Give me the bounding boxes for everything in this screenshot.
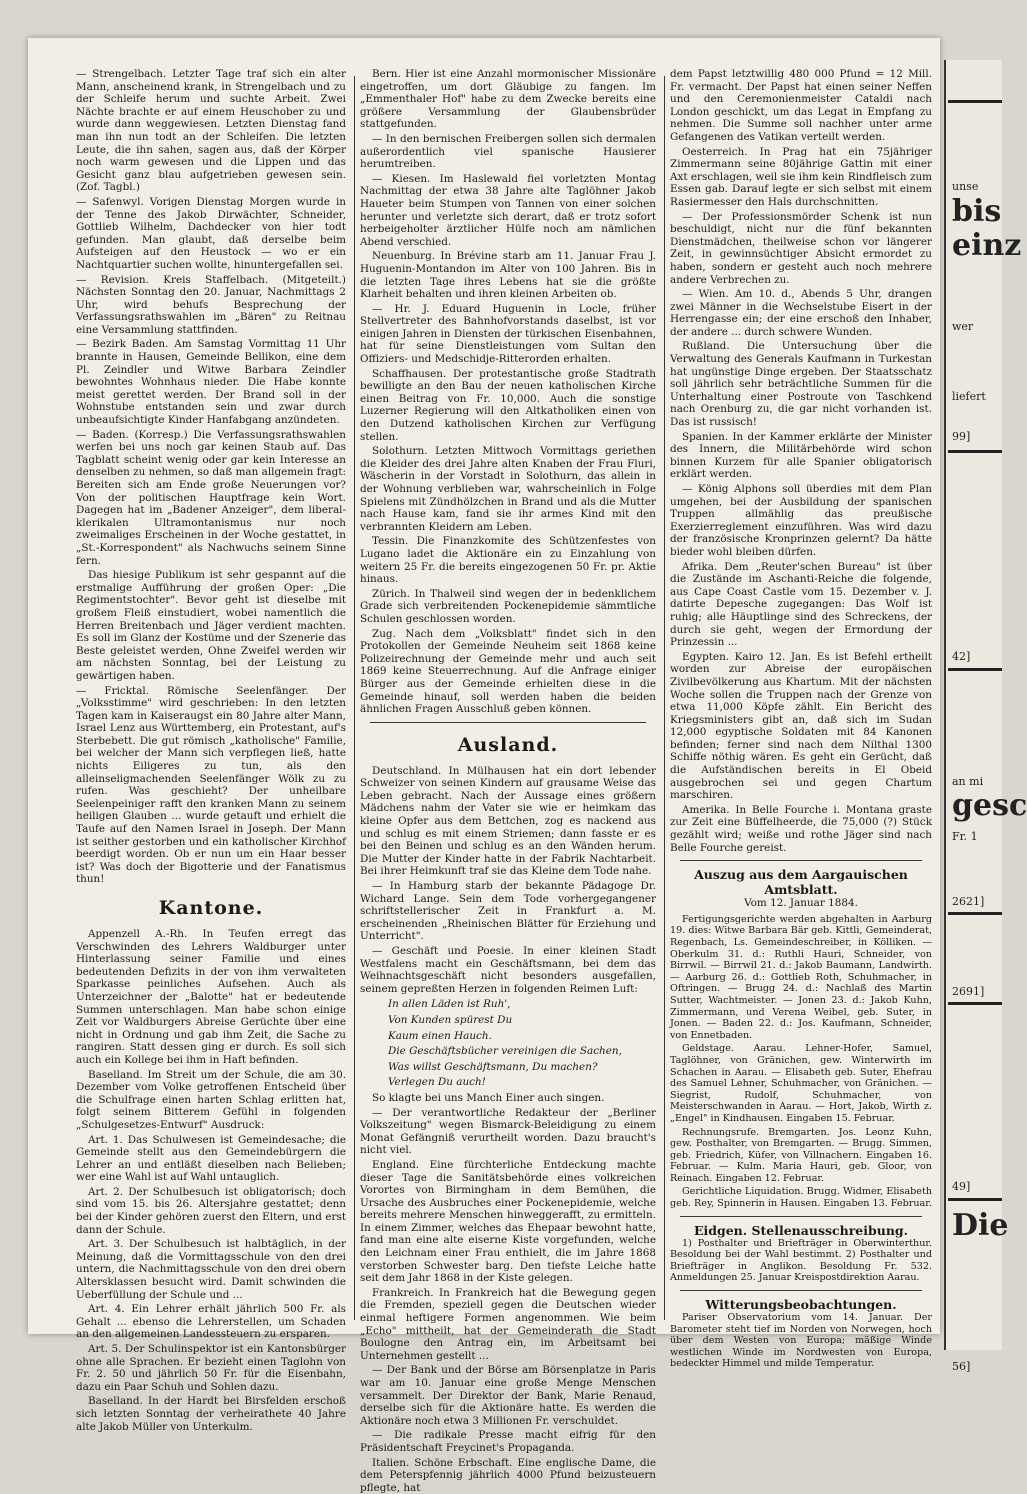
article: Appenzell A.-Rh. In Teufen erregt das Verschwinden des Lehrers Waldburger unter Hinterlassung seiner Familie und eines bedeutenden Defizits in der von ihm verwalteten Sparkasse peinliches Aufsehen. Auch als Unterzeichner der „Balotte" hat er bedeutende Summen unterschlagen. Man habe schon einige Zeit vor Waldburgers Abreise Gerüchte über eine nicht in Ordnung und gab ihm Zeit, die Sache zu rangiren. Statt dessen ging er durch. Es soll sich auch ein Kollege bei ihm in Haft befinden. bbox=[76, 928, 346, 1066]
article: Amerika. In Belle Fourche i. Montana graste zur Zeit eine Büffelheerde, die 75,000 (?) Stück gezählt wird; weiße und rothe Jäger sind nach Belle Fourche gereist. bbox=[670, 803, 932, 854]
newspaper-page bbox=[28, 38, 940, 1494]
rule bbox=[948, 1198, 1002, 1201]
article: Solothurn. Letzten Mittwoch Vormittags geriethen die Kleider des drei Jahre alten Knaben der Frau Fluri, Wäscherin in der Vorstadt in Solothurn, das allein in der Wohnung verblieben war, wahrscheinlich in Folge Spielens mit Zündhölzchen in Brand und als die Mutter nach Hause kam, fand sie ihr armes Kind mit den verbrannten Kleidern am Leben. bbox=[360, 445, 656, 533]
divider bbox=[370, 722, 646, 723]
section-heading-stellen: Eidgen. Stellenausschreibung. bbox=[693, 1222, 909, 1238]
article: — Hr. J. Eduard Huguenin in Locle, früher Stellvertreter des Bahnhofvorstands daselbst, ist vor einigen Jahren in Diensten der türkischen Eisenbahnen, hat für seine Dienstleistungen vom Sultan den Offiziers- und Medschidje-Ritterorden erhalten. bbox=[360, 302, 656, 366]
article: England. Eine fürchterliche Entdeckung machte dieser Tage die Sanitätsbehörde eines volkreichen Vorortes von Birmingham in dem Bemühen, die Ursache des Ausbruches einer Pockenepidemie, welche bereits mehrere Menschen hinweggerafft, zu ermitteln. In einem Zimmer, welches das Ehepaar bewohnt hatte, fand man eine alte eiserne Kiste vorgefunden, welche den Leichnam einer Frau enthielt, die im Jahre 1868 verstorben Schwester barg. Den tiefste Leiche hatte seit dem Jahr 1868 in der Kiste gelegen. bbox=[360, 1158, 656, 1285]
poem-line: Verlegen Du auch! bbox=[388, 1076, 486, 1089]
article: — Der Professionsmörder Schenk ist nun beschuldigt, nicht nur die fünf bekannten Dienstmädchen, theilweise schon vor längerer Zeit, in gewinnsüchtiger Absicht ermordet zu haben, sondern er gesteht auch noch mehrere andere Verbrechen zu. bbox=[670, 210, 932, 286]
article: — In Hamburg starb der bekannte Pädagoge Dr. Wichard Lange. Sein dem Tode vorhergegangener schriftstellerischer Zeit in Frankfurt a. M. erscheinenden „Rheinischen Blätter für Erziehung und Unterricht". bbox=[360, 880, 656, 943]
article: — Bezirk Baden. Am Samstag Vormittag 11 Uhr brannte in Hausen, Gemeinde Bellikon, eine dem Pl. Zeindler und Witwe Barbara Zeindler bewohntes Wohnhaus nieder. Die Habe konnte meist gerettet werden. Der Brand soll in der Wohnstube entstanden sein und zwar durch unbeaufsichtigte Kinder Hanfabgang anzündeten. bbox=[76, 338, 346, 427]
amtsblatt-date: Vom 12. Januar 1884. bbox=[744, 897, 858, 910]
article: — Der Bank und der Börse am Börsenplatze in Paris war am 10. Januar eine große Menge Menschen versammelt. Der Direktor der Bank, Marie Renaud, derselbe sich für die Aktionäre hatte. Es werden die Aktionäre noch etwa 3 Millionen Fr. verschuldet. bbox=[360, 1364, 656, 1427]
fragment: liefert bbox=[952, 390, 986, 403]
column-3 bbox=[670, 68, 932, 1370]
fragment: 2691] bbox=[952, 985, 985, 998]
article: dem Papst letztwillig 480 000 Pfund = 12 Mill. Fr. vermacht. Der Papst hat einen seiner Neffen und den Ceremonienmeister Cataldi nach London geschickt, um das Legat in Empfang zu nehmen. Die Summe soll nachher unter arme Gefangenen des Vatikan verteilt werden. bbox=[670, 68, 932, 143]
rule bbox=[948, 1002, 1002, 1005]
column-1 bbox=[76, 68, 346, 1433]
article: Baselland. In der Hardt bei Birsfelden erschoß sich letzten Sonntag der verheirathete 40 Jahre alte Jakob Müller von Unterkulm. bbox=[76, 1395, 346, 1433]
fragment: 99] bbox=[952, 430, 971, 443]
poem-line: Die Geschäftsbücher vereinigen die Sachen, bbox=[388, 1045, 622, 1058]
article: — Geschäft und Poesie. In einer kleinen Stadt Westfalens macht ein Geschäftsmann, bei dem das Weihnachtsgeschäft nicht besonders ausgefallen, seinem gepreßten Herzen in folgenden Reimen Luft: bbox=[360, 945, 656, 995]
column-2 bbox=[360, 68, 656, 1494]
rule bbox=[948, 450, 1002, 453]
article: Frankreich. In Frankreich hat die Bewegung gegen die Fremden, speziell gegen die Deutschen wieder einmal heftigere Formen angenommen. Wie beim „Echo" mittheilt, hat der Gemeinderath die Stadt Boulogne den Antrag ein, im Arbeitsamt bei Unternehmen gestellt ... bbox=[360, 1286, 656, 1362]
notice: Geldstage. Aarau. Lehner-Hofer, Samuel, Taglöhner, von Gränichen, gew. Winterwirth im Schachen in Aarau. — Elisabeth geb. Suter, Ehefrau des Samuel Lehner, Schuhmacher, von Gränichen. — Siegrist, Rudolf, Schuhmacher, von Meisterschwanden in Aarau. — Hort, Jakob, Wirth z. „Engel" in Kindhausen. Eingaben 15. Februar. bbox=[670, 1043, 932, 1124]
article: Spanien. In der Kammer erklärte der Minister des Innern, die Militärbehörde wird schon binnen Kurzem für alle Spanier obligatorisch erklärt werden. bbox=[670, 430, 932, 481]
article: — Safenwyl. Vorigen Dienstag Morgen wurde in der Tenne des Jakob Dirwächter, Schneider, Gottlieb Wilhelm, Dachdecker von hier todt gefunden. Man glaubt, daß derselbe beim Aufsteigen auf den Heustock — wo er ein Nachtquartier suchen wollte, hinuntergefallen sei. bbox=[76, 195, 346, 271]
poem-line: In allen Läden ist Ruh', bbox=[388, 998, 511, 1011]
article: Italien. Schöne Erbschaft. Eine englische Dame, die dem Peterspfennig jährlich 4000 Pfund beizusteuern pflegte, hat bbox=[360, 1456, 656, 1494]
article: — Wien. Am 10. d., Abends 5 Uhr, drangen zwei Männer in die Wechselstube Eisert in der Herrengasse ein; der eine erschoß den Inhaber, der andere ... durch schwere Wunden. bbox=[670, 288, 932, 338]
poem-line: Was willst Geschäftsmann, Du machen? bbox=[388, 1060, 598, 1073]
rule bbox=[948, 100, 1002, 103]
adjacent-page-edge bbox=[944, 60, 1027, 1373]
article: Art. 1. Das Schulwesen ist Gemeindesache; die Gemeinde stellt aus den Gemeindebürgern die Lehrer an und entläßt dieselben nach Belieben; wer eine Wahl ist auf Wahl untauglich. bbox=[76, 1133, 346, 1184]
article: Zug. Nach dem „Volksblatt" findet sich in den Protokollen der Gemeinde Neuheim seit 1868 keine Polizeirechnung der Gemeinde mehr und auch seit 1869 keine Steuerrechnung. Auf die Anfrage einiger Bürger aus der Gemeinde erhielten diese in die Gemeinde hinauf, soll werden haben die beiden ähnlichen Fragen Ausschluß geben können. bbox=[360, 627, 656, 716]
article: Art. 5. Der Schulinspektor ist ein Kantonsbürger ohne alle Sprachen. Er bezieht einen Taglohn von Fr. 2. 50 und jährlich 50 Fr. für die Eisenbahn, dazu ein Paar Schuh und Sohlen dazu. bbox=[76, 1343, 346, 1393]
column-rule bbox=[354, 76, 355, 1320]
notice: Gerichtliche Liquidation. Brugg. Widmer, Elisabeth geb. Rey, Spinnerin in Hausen. Eingaben 13. Februar. bbox=[670, 1186, 932, 1210]
article: Zürich. In Thalweil sind wegen der in bedenklichem Grade sich verbreitenden Pockenepidemie sämmtliche Schulen geschlossen worden. bbox=[360, 587, 656, 625]
section-heading-witterung: Witterungsbeobachtungen. bbox=[705, 1297, 897, 1313]
fragment: gesc bbox=[952, 788, 1027, 823]
article: — Die radikale Presse macht eifrig für den Präsidentschaft Freycinet's Propaganda. bbox=[360, 1429, 656, 1454]
article: Bern. Hier ist eine Anzahl mormonischer Missionäre eingetroffen, um dort Gläubige zu fangen. Im „Emmenthaler Hof" habe zu dem Zwecke bereits eine größere Versammlung der Glaubensbrüder stattgefunden. bbox=[360, 68, 656, 131]
section-heading-amtsblatt: Auszug aus dem Aargauischen Amtsblatt. bbox=[694, 867, 908, 898]
article: So klagte bei uns Manch Einer auch singen. bbox=[372, 1091, 605, 1104]
article: — Baden. (Korresp.) Die Verfassungsrathswahlen werfen bei uns noch gar keinen Staub auf. Das Tagblatt scheint wenig oder gar kein Interesse an denselben zu nehmen, so daß man allgemein fragt: Bereiten sich am Ende große Neuerungen vor? Von der politischen Hauptfrage kein Wort. Dagegen hat im „Badener Anzeiger", dem liberal-klerikalen Ultramontanismus nur noch zweimaliges Erscheinen in der Woche gestattet, in „St.-Korrespondent" als Nachwuchs seinem Sinne fern. bbox=[76, 428, 346, 567]
fragment: 49] bbox=[952, 1180, 971, 1193]
article: — Der verantwortliche Redakteur der „Berliner Volkszeitung" wegen Bismarck-Beleidigung zu einem Monat Gefängniß verurtheilt worden. Dazu braucht's nicht viel. bbox=[360, 1106, 656, 1157]
article: Art. 3. Der Schulbesuch ist halbtäglich, in der Meinung, daß die Vormittagsschule von den drei untern, die Nachmittagsschule von den drei obern Altersklassen besucht wird. Damit schwinden die Ueberfüllung der Schule und ... bbox=[76, 1238, 346, 1301]
article: Art. 4. Ein Lehrer erhält jährlich 500 Fr. als Gehalt ... ebenso die Lehrerstellen, um Schaden an den allgemeinen Landessteuern zu ersparen. bbox=[76, 1303, 346, 1341]
article: Rußland. Die Untersuchung über die Verwaltung des Generals Kaufmann in Turkestan hat ungünstige Dinge ergeben. Der Staatsschatz soll jährlich sehr beträchtliche Summen für die Unterhaltung einer Postroute von Taschkend nach Orenburg zu, die gar nicht vorhanden ist. Das ist russisch! bbox=[670, 340, 932, 429]
notice: Rechnungsrufe. Bremgarten. Jos. Leonz Kuhn, gew. Posthalter, von Bremgarten. — Brugg. Simmen, geb. Friedrich, Küfer, von Villnachern. Eingaben 16. Februar. — Kulm. Maria Hauri, geb. Gloor, von Reinach. Eingaben 12. Februar. bbox=[670, 1126, 932, 1184]
poem-line: Kaum einen Hauch. bbox=[388, 1029, 492, 1042]
article: Oesterreich. In Prag hat ein 75jähriger Zimmermann seine 80jährige Gattin mit einer Axt erschlagen, weil sie ihm kein Rindfleisch zum Essen gab. Darauf legte er sich selbst mit einem Rasiermesser den Hals durchschnitten. bbox=[670, 145, 932, 208]
poem-line: Von Kunden spürest Du bbox=[388, 1013, 513, 1026]
article: — Revision. Kreis Staffelbach. (Mitgeteilt.) Nächsten Sonntag den 20. Januar, Nachmittags 2 Uhr, wird behufs Besprechung der Verfassungsrathswahlen im „Bären" zu Reitnau eine Versammlung stattfinden. bbox=[76, 273, 346, 336]
article: — Fricktal. Römische Seelenfänger. Der „Volksstimme" wird geschrieben: In den letzten Tagen kam in Kaiseraugst ein 80 Jahre alter Mann, Israel Lenz aus Württemberg, ein Protestant, auf's Sterbebett. Die gut römisch „katholische" Familie, bei welcher der Mann sich verpflegen ließ, hatte nichts Eiligeres zu tun, als den alleinseligmachenden Seelenfänger Wölk zu zu rufen. Was geschieht? Der unheilbare Seelenpeiniger rafft den kranken Mann zu seinem heiligen Glauben ... wurde getauft und erhielt die Taufe auf den Namen Israel in Joseph. Der Mann ist seither gestorben und ein katholischer Kirchhof beerdigt worden. Ob er nun um ein Haar besser ist? Was doch der Bigotterie und der Fanatismus thun! bbox=[76, 684, 346, 886]
article: Afrika. Dem „Reuter'schen Bureau" ist über die Zustände im Aschanti-Reiche die folgende, aus Cape Coast Castle vom 15. Dezember v. J. datirte Depesche zugegangen: Das Wolf ist ruhig; alle Häuptlinge sind des Schreckens, der durch sie geht, wegen der Ermordung der Prinzessin ... bbox=[670, 560, 932, 649]
fragment: bis bbox=[952, 194, 1002, 229]
article: — Kiesen. Im Haslewald fiel vorletzten Montag Nachmittag der etwa 38 Jahre alte Taglöhner Jakob Haueter beim Stumpen von Tannen von einer solchen herunter und verletzte sich derart, daß er trotz sofort herbeigeholter ärztlicher Hülfe noch am nämlichen Abend verschied. bbox=[360, 172, 656, 248]
fragment: einz bbox=[952, 228, 1022, 263]
rule bbox=[948, 912, 1002, 915]
article: Schaffhausen. Der protestantische große Stadtrath bewilligte an den Bau der neuen katholischen Kirche einen Beitrag von Fr. 10,000. Auch die sonstige Luzerner Regierung will den Altkatholiken einen von den Dutzend katholischen Kirchen zur Verfügung stellen. bbox=[360, 367, 656, 443]
section-heading-kantone: Kantone. bbox=[158, 897, 264, 919]
article: Tessin. Die Finanzkomite des Schützenfestes von Lugano ladet die Aktionäre ein zu Einzahlung von weitern 25 Fr. die bereits eingezogenen 50 Fr. pr. Aktie hinaus. bbox=[360, 535, 656, 586]
fragment: wer bbox=[952, 320, 974, 333]
article: — König Alphons soll überdies mit dem Plan umgehen, bei der Ausbildung der spanischen Truppen allmählig das preußische Exerzierreglement einzuführen. Was wird dazu der französische Kronprinzen gelernt? Da hätte bieder wohl bleiben dürfen. bbox=[670, 483, 932, 558]
fragment: Die bbox=[952, 1208, 1009, 1243]
article: Deutschland. In Mülhausen hat ein dort lebender Schweizer von seinen Kindern auf grausame Weise das Leben gebracht. Nach der Aussage eines größern Mädchens nahm der Vater sie wie er heimkam das kleine Opfer aus dem Bettchen, zog es nackend aus und schlug es mit einem Striemen; dann fasste er es bei den Beinen und schlug es an den Wänden herum. Die Mutter der Kinder hatte in der Fabrik Nachtarbeit. Bei ihrer Heimkunft traf sie das Kleine dem Tode nahe. bbox=[360, 764, 656, 878]
column-rule bbox=[664, 76, 665, 1320]
fragment: unse bbox=[952, 180, 979, 193]
notice: Fertigungsgerichte werden abgehalten in Aarburg 19. dies: Witwe Barbara Bär geb. Kittli, Gemeinderat, Regenbach, Ls. Gemeindeschreiber, in Kölliken. — Oberkulm 31. d.: Ruthli Hauri, Schneider, von Birrwil. — Birrwil 21. d.: Jakob Baumann, Landwirth. — Aarburg 26. d.: Gottlieb Roth, Schuhmacher, in Oftringen. — Brugg 24. d.: Nachlaß des Martin Sutter, Wachtmeister. — Jonen 23. d.: Jakob Kuhn, Zimmermann, und Verena Weibel, geb. Suter, in Jonen. — Baden 22. d.: Jos. Kaufmann, Schneider, von Ennetbaden. bbox=[670, 913, 932, 1041]
article: — In den bernischen Freibergen sollen sich dermalen außerordentlich viel spanische Hausierer herumtreiben. bbox=[360, 132, 656, 171]
notice: Pariser Observatorium vom 14. Januar. Der Barometer steht tief im Norden von Norwegen, hoch über dem Westen von Europa; mäßige Winde westlichen Winde im Nordwesten von Europa, bedeckter Himmel und milde Temperatur. bbox=[670, 1312, 932, 1370]
notice: 1) Posthalter und Briefträger in Oberwinterthur. Besoldung bei der Wahl bestimmt. 2) Posthalter und Briefträger in Anglikon. Besoldung Fr. 532. Anmeldungen 25. Januar Kreispostdirektion Aarau. bbox=[670, 1237, 932, 1284]
fragment: an mi bbox=[952, 775, 984, 788]
fragment: 42] bbox=[952, 650, 971, 663]
divider bbox=[680, 860, 922, 861]
article: Das hiesige Publikum ist sehr gespannt auf die erstmalige Aufführung der großen Oper: „Die Regimentstochter". Bevor geht ist dieselbe mit großem Fleiß einstudiert, wobei namentlich die Herren Breitenbach und Jäger verdient machten. Es soll im Glanz der Kostüme und der Szenerie das Beste geleistet werden, Ohne Zweifel werden wir am nächsten Sonntag, bei der Leistung zu gewärtigen haben. bbox=[76, 569, 346, 682]
rule bbox=[948, 668, 1002, 671]
article: Neuenburg. In Brévine starb am 11. Januar Frau J. Huguenin-Montandon im Alter von 100 Jahren. Bis in die letzten Tage ihres Lebens hat sie die größte Klarheit behalten und ihren kleinen Arbeiten ob. bbox=[360, 250, 656, 301]
divider bbox=[680, 1290, 922, 1291]
fragment: 2621] bbox=[952, 895, 985, 908]
fragment: Fr. 1 bbox=[952, 830, 978, 843]
article: Egypten. Kairo 12. Jan. Es ist Befehl ertheilt worden zur Abreise der europäischen Zivilbevölkerung aus Khartum. Mit der nächsten Woche sollen die Truppen nach der Grenze von etwa 11,000 Köpfe zählt. Ein Bericht des Kriegsministers gibt an, daß sich im Sudan 12,000 egyptische Soldaten mit 84 Kanonen befinden; ferner sind nach dem Nilthal 1300 Schiffe nöthig wären. Es geht ein Gerücht, daß die Aufständischen bereits in El Obeid ausgebrochen sei und gegen Chartum marschiren. bbox=[670, 650, 932, 802]
article: Art. 2. Der Schulbesuch ist obligatorisch; doch sind vom 15. bis 26. Altersjahre gestattet; denn bei der Kinder gehören zuerst den Eltern, und erst dann der Schule. bbox=[76, 1185, 346, 1236]
section-heading-ausland: Ausland. bbox=[457, 733, 559, 756]
article: — Strengelbach. Letzter Tage traf sich ein alter Mann, anscheinend krank, in Strengelbach und zu der Schleife herum und suchte Arbeit. Zwei Nächte brachte er auf einem Heuschober zu und wurde dann weggewiesen. Letzten Dienstag fand man ihn nun todt an der Schleifen. Die letzten Leute, die ihn sahen, sagen aus, daß der Körper noch warm gewesen und die Lippen und das Gesicht ganz blau aufgetrieben gewesen sein. (Zof. Tagbl.) bbox=[76, 68, 346, 194]
divider bbox=[680, 1216, 922, 1217]
fragment: 56] bbox=[952, 1360, 971, 1373]
article: Baselland. Im Streit um der Schule, die am 30. Dezember vom Volke getroffenen Entscheid über die Schulfrage einen harten Schlag erlitten hat, folgt seinem Bitterem Gefühl in folgenden „Schulgesetzes-Entwurf" Ausdruck: bbox=[76, 1068, 346, 1131]
